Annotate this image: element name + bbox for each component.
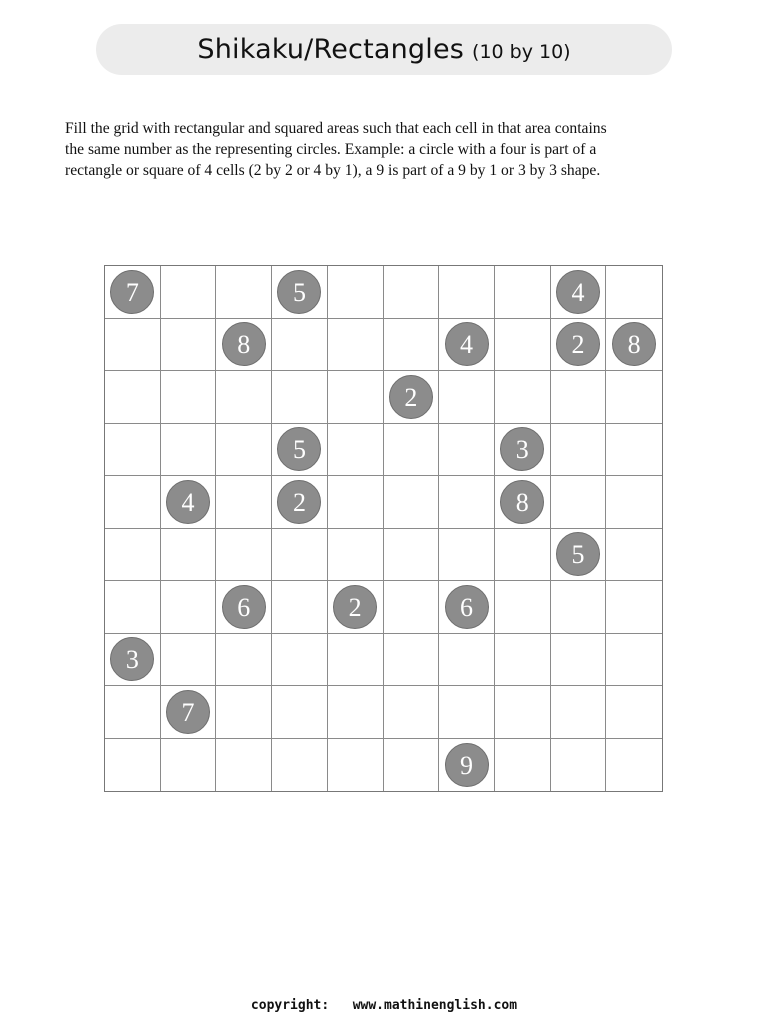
grid-cell[interactable] <box>328 266 384 319</box>
grid-cell[interactable] <box>105 634 161 687</box>
grid-cell[interactable] <box>216 266 272 319</box>
grid-cell[interactable] <box>439 686 495 739</box>
grid-cell[interactable] <box>272 476 328 529</box>
grid-cell[interactable] <box>384 739 440 792</box>
number-clue: 8 <box>222 322 266 366</box>
grid-cell[interactable] <box>216 319 272 372</box>
grid-cell[interactable] <box>439 634 495 687</box>
grid-cell[interactable] <box>272 371 328 424</box>
grid-cell[interactable] <box>161 476 217 529</box>
grid-cell[interactable] <box>439 476 495 529</box>
grid-cell[interactable] <box>606 634 662 687</box>
grid-cell[interactable] <box>384 266 440 319</box>
grid-cell[interactable] <box>216 529 272 582</box>
grid-cell[interactable] <box>328 686 384 739</box>
grid-cell[interactable] <box>495 424 551 477</box>
instructions <box>65 118 725 181</box>
grid-cell[interactable] <box>495 529 551 582</box>
number-clue: 3 <box>110 637 154 681</box>
grid-cell[interactable] <box>216 581 272 634</box>
grid-cell[interactable] <box>384 476 440 529</box>
puzzle-size-label: (10 by 10) <box>472 41 571 63</box>
grid-cell[interactable] <box>384 581 440 634</box>
grid-cell[interactable] <box>216 476 272 529</box>
grid-cell[interactable] <box>551 686 607 739</box>
grid-cell[interactable] <box>439 739 495 792</box>
grid-cell[interactable] <box>161 371 217 424</box>
grid-cell[interactable] <box>161 634 217 687</box>
number-clue: 9 <box>445 743 489 787</box>
grid-cell[interactable] <box>384 686 440 739</box>
grid-cell[interactable] <box>105 686 161 739</box>
grid-cell[interactable] <box>439 581 495 634</box>
grid-cell[interactable] <box>161 529 217 582</box>
number-clue: 7 <box>166 690 210 734</box>
number-clue: 7 <box>110 270 154 314</box>
number-clue: 4 <box>445 322 489 366</box>
grid-cell[interactable] <box>328 739 384 792</box>
grid-cell[interactable] <box>551 266 607 319</box>
number-clue: 3 <box>500 427 544 471</box>
grid-cell[interactable] <box>439 529 495 582</box>
grid-cell[interactable] <box>551 476 607 529</box>
number-clue: 8 <box>500 480 544 524</box>
grid-cell[interactable] <box>606 581 662 634</box>
grid-cell[interactable] <box>606 686 662 739</box>
number-clue: 4 <box>556 270 600 314</box>
grid-cell[interactable] <box>216 371 272 424</box>
grid-cell[interactable] <box>328 581 384 634</box>
instructions-line: rectangle or square of 4 cells (2 by 2 or 4 by 1), a 9 is part of a 9 by 1 or 3 by 3 shape. <box>65 162 601 179</box>
grid-cell[interactable] <box>105 319 161 372</box>
number-clue: 5 <box>556 532 600 576</box>
grid-cell[interactable] <box>328 529 384 582</box>
grid-cell[interactable] <box>551 634 607 687</box>
grid-cell[interactable] <box>606 371 662 424</box>
grid-cell[interactable] <box>439 319 495 372</box>
puzzle-grid[interactable] <box>104 265 663 792</box>
grid-cell[interactable] <box>384 634 440 687</box>
grid-cell[interactable] <box>105 581 161 634</box>
grid-cell[interactable] <box>161 739 217 792</box>
grid-cell[interactable] <box>551 739 607 792</box>
grid-cell[interactable] <box>495 371 551 424</box>
number-clue: 6 <box>445 585 489 629</box>
grid-cell[interactable] <box>551 371 607 424</box>
grid-cell[interactable] <box>272 581 328 634</box>
number-clue: 5 <box>277 427 321 471</box>
grid-cell[interactable] <box>495 686 551 739</box>
grid-cell[interactable] <box>161 686 217 739</box>
grid-cell[interactable] <box>105 476 161 529</box>
grid-cell[interactable] <box>606 424 662 477</box>
grid-cell[interactable] <box>384 319 440 372</box>
grid-cell[interactable] <box>272 424 328 477</box>
grid-cell[interactable] <box>495 739 551 792</box>
grid-cell[interactable] <box>439 266 495 319</box>
title-banner <box>96 24 672 75</box>
grid-cell[interactable] <box>272 686 328 739</box>
grid-cell[interactable] <box>272 266 328 319</box>
instructions-line: the same number as the representing circles. Example: a circle with a four is part of a <box>65 141 597 158</box>
grid-cell[interactable] <box>551 424 607 477</box>
grid-cell[interactable] <box>161 424 217 477</box>
grid-cell[interactable] <box>161 266 217 319</box>
number-clue: 2 <box>556 322 600 366</box>
grid-cell[interactable] <box>272 634 328 687</box>
grid-cell[interactable] <box>495 266 551 319</box>
grid-cell[interactable] <box>272 319 328 372</box>
grid-cell[interactable] <box>105 266 161 319</box>
grid-cell[interactable] <box>439 424 495 477</box>
grid-cell[interactable] <box>216 739 272 792</box>
grid-cell[interactable] <box>606 266 662 319</box>
grid-cell[interactable] <box>216 424 272 477</box>
grid-cell[interactable] <box>606 319 662 372</box>
grid-cell[interactable] <box>328 424 384 477</box>
grid-cell[interactable] <box>551 529 607 582</box>
grid-cell[interactable] <box>216 634 272 687</box>
grid-cell[interactable] <box>161 319 217 372</box>
grid-cell[interactable] <box>495 319 551 372</box>
number-clue: 2 <box>389 375 433 419</box>
number-clue: 6 <box>222 585 266 629</box>
number-clue: 2 <box>333 585 377 629</box>
number-clue: 4 <box>166 480 210 524</box>
instructions-line: Fill the grid with rectangular and squared areas such that each cell in that area contains <box>65 120 607 137</box>
website-link[interactable]: www.mathinenglish.com <box>352 998 518 1013</box>
number-clue: 2 <box>277 480 321 524</box>
grid-cell[interactable] <box>105 529 161 582</box>
grid-cell[interactable] <box>495 476 551 529</box>
grid-cell[interactable] <box>328 476 384 529</box>
grid-cell[interactable] <box>328 319 384 372</box>
grid-cell[interactable] <box>384 371 440 424</box>
grid-cell[interactable] <box>606 529 662 582</box>
grid-cell[interactable] <box>606 739 662 792</box>
page-title: Shikaku/Rectangles <box>197 34 465 65</box>
grid-cell[interactable] <box>551 581 607 634</box>
grid-cell[interactable] <box>328 634 384 687</box>
grid-cell[interactable] <box>161 581 217 634</box>
grid-cell[interactable] <box>551 319 607 372</box>
grid-cell[interactable] <box>272 739 328 792</box>
grid-cell[interactable] <box>272 529 328 582</box>
grid-cell[interactable] <box>439 371 495 424</box>
grid-cell[interactable] <box>495 634 551 687</box>
number-clue: 8 <box>612 322 656 366</box>
grid-cell[interactable] <box>216 686 272 739</box>
grid-cell[interactable] <box>328 371 384 424</box>
grid-cell[interactable] <box>606 476 662 529</box>
grid-cell[interactable] <box>495 581 551 634</box>
copyright-label: copyright: <box>250 998 330 1013</box>
grid-cell[interactable] <box>105 371 161 424</box>
grid-cell[interactable] <box>384 529 440 582</box>
grid-cell[interactable] <box>384 424 440 477</box>
grid-cell[interactable] <box>105 424 161 477</box>
copyright-footer <box>0 998 768 1013</box>
grid-cell[interactable] <box>105 739 161 792</box>
number-clue: 5 <box>277 270 321 314</box>
